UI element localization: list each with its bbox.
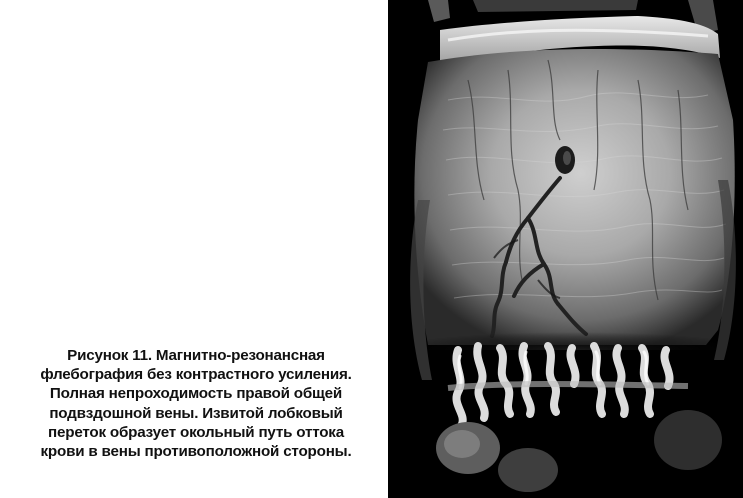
caption-line-3: Полная непроходимость правой общей [49,385,343,403]
mr-venography-image [388,0,743,498]
caption-line-4: подвздошной вены. Извитой лобковый [49,404,343,422]
mr-image-drawing [388,0,743,498]
caption-line-2: флебография без контрастного усиления. [40,366,352,384]
caption-line-1: Рисунок 11. Магнитно-резонансная [67,347,325,364]
caption-line-6: крови в вены противоположной стороны. [40,443,352,461]
figure-caption [10,346,382,461]
caption-line-5: переток образует окольный путь оттока [48,423,344,441]
